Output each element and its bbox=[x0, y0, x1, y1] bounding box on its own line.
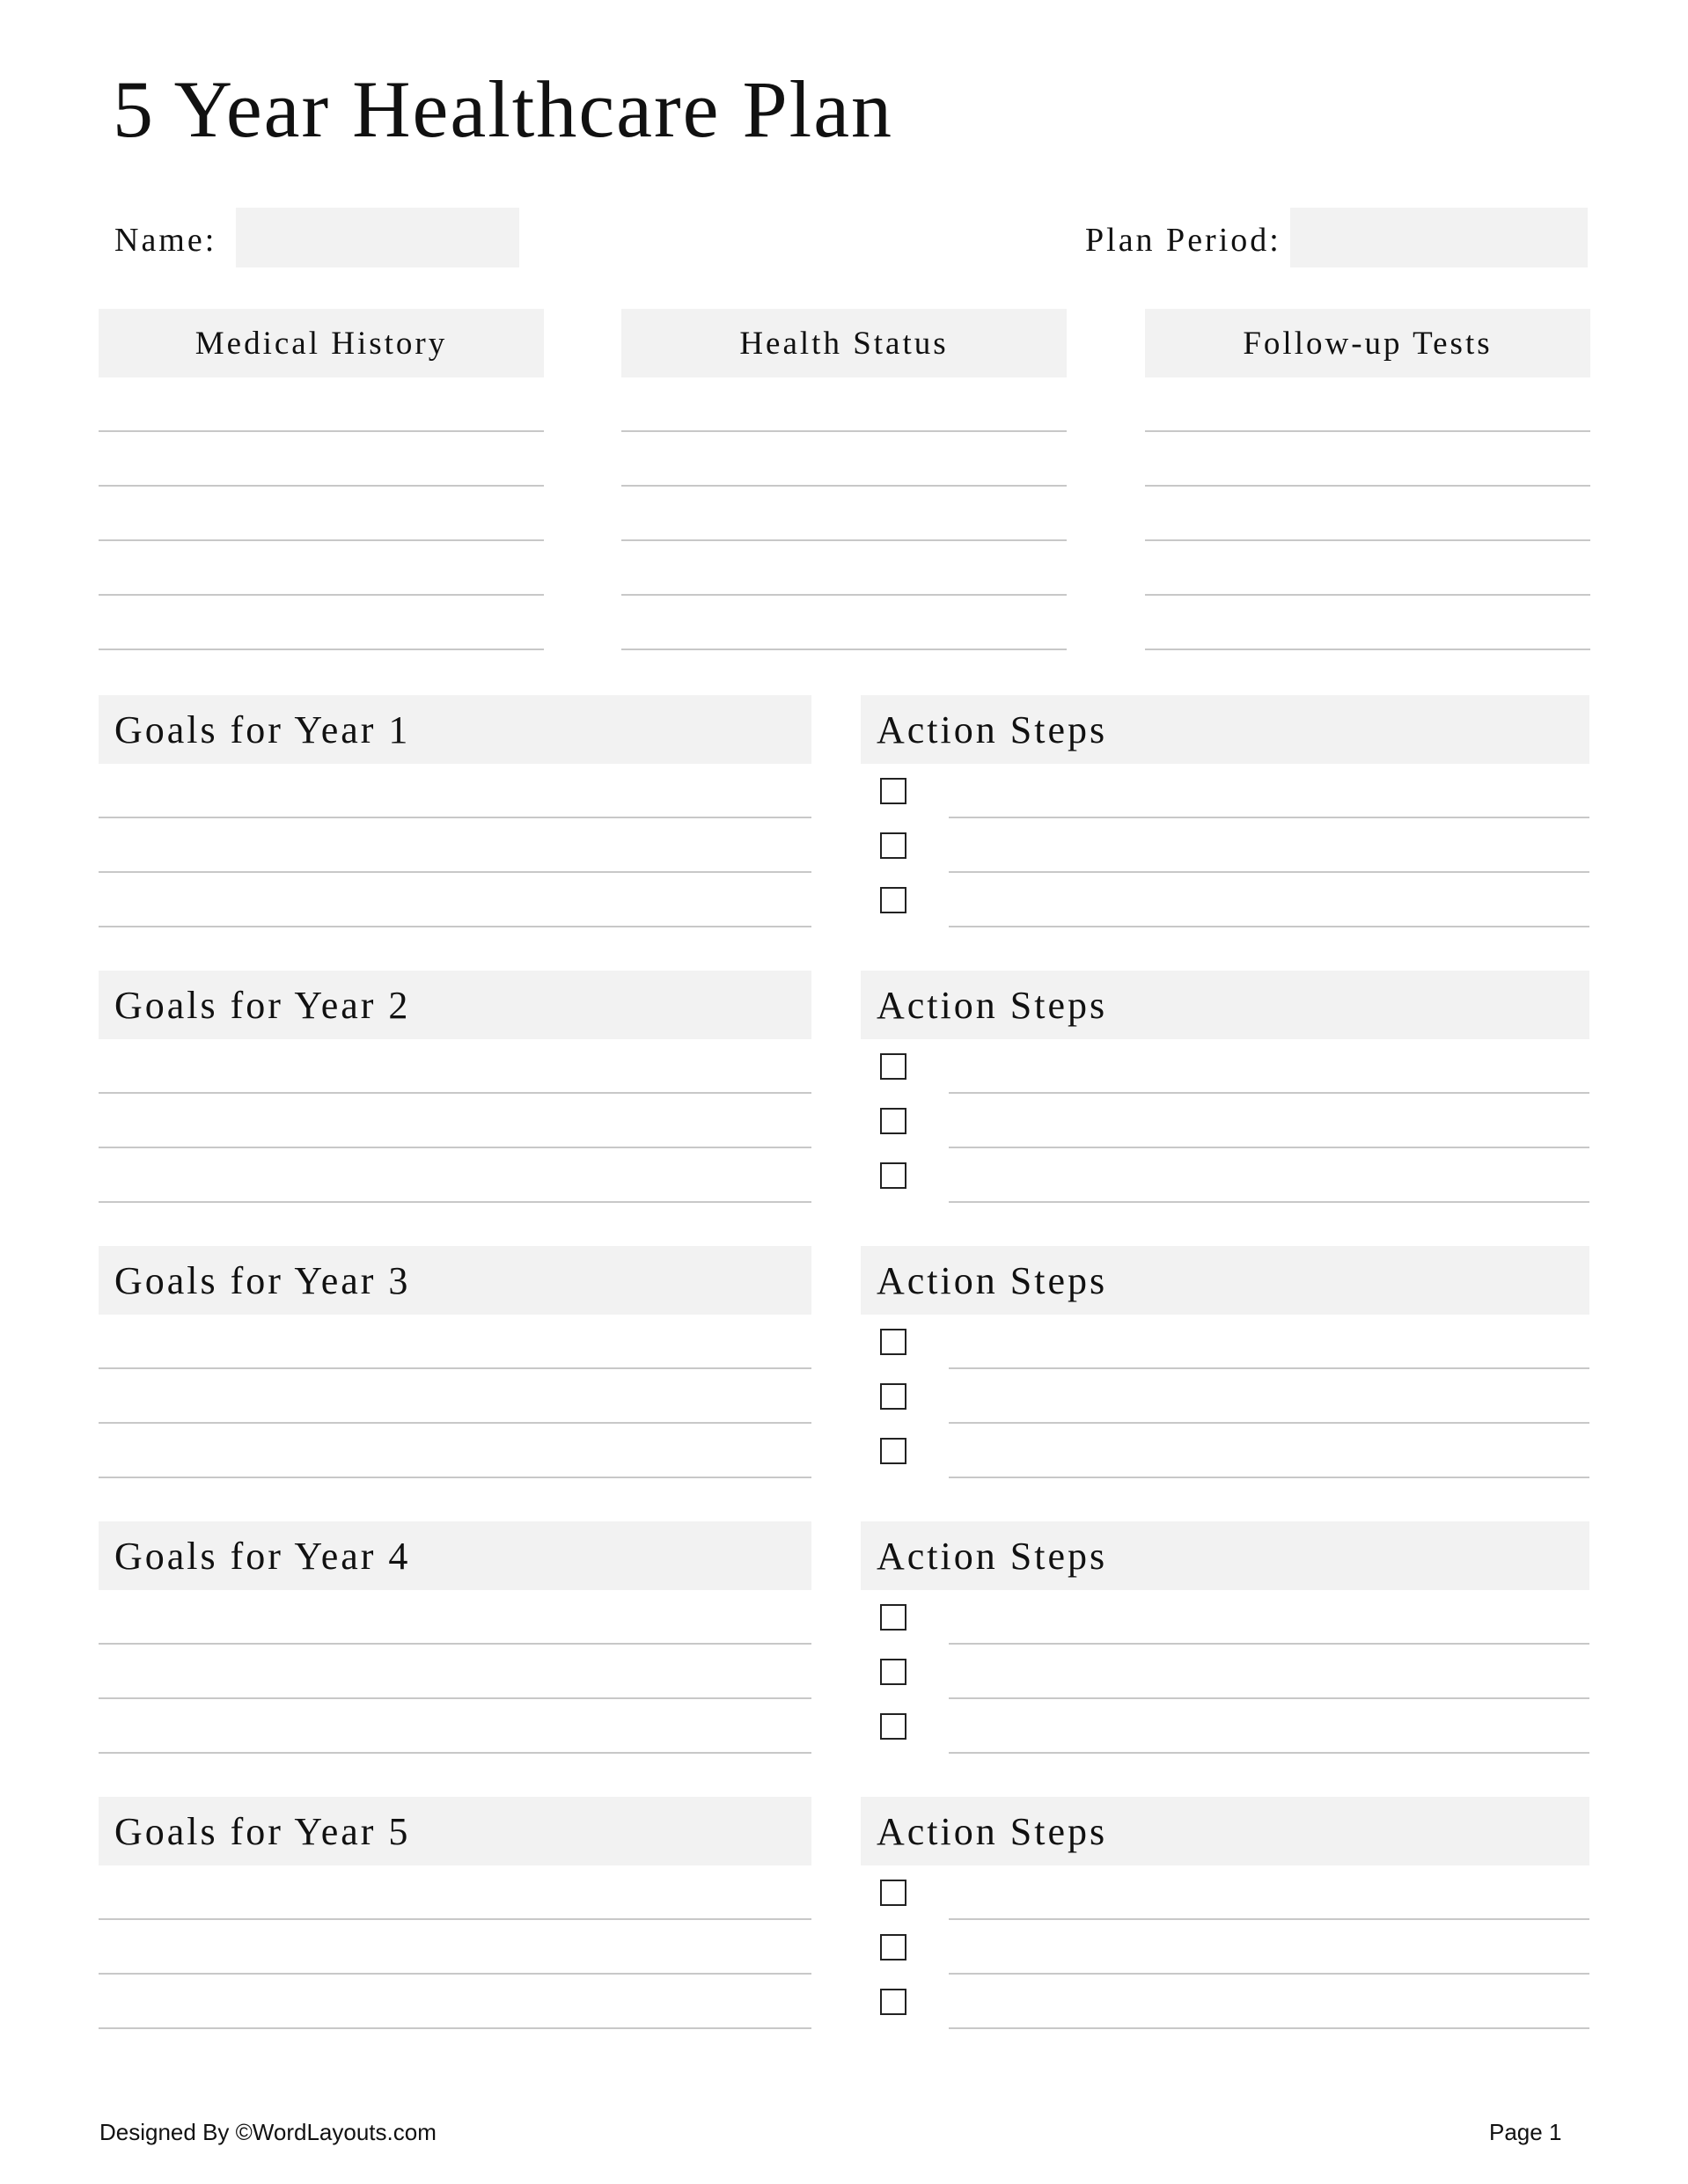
medical-history-column bbox=[99, 309, 544, 650]
checkbox[interactable] bbox=[880, 1438, 906, 1464]
action-line[interactable] bbox=[949, 1424, 1589, 1478]
year-4-section bbox=[99, 1521, 1589, 1757]
action-step-row bbox=[861, 1148, 1589, 1203]
action-steps-block bbox=[861, 1521, 1589, 1754]
action-steps-header: Action Steps bbox=[861, 1246, 1589, 1315]
action-step-row bbox=[861, 1975, 1589, 2029]
follow-up-tests-column bbox=[1145, 309, 1590, 650]
checkbox[interactable] bbox=[880, 1880, 906, 1906]
year-1-section bbox=[99, 695, 1589, 931]
plan-period-field[interactable] bbox=[1290, 208, 1588, 268]
goals-block bbox=[99, 695, 811, 927]
goal-line[interactable] bbox=[99, 1039, 811, 1094]
action-steps-block bbox=[861, 695, 1589, 927]
footer-page-number: Page 1 bbox=[1489, 2119, 1562, 2145]
action-steps-header: Action Steps bbox=[861, 971, 1589, 1039]
year-3-section bbox=[99, 1246, 1589, 1482]
page-title: 5 Year Healthcare Plan bbox=[113, 64, 894, 154]
action-step-row bbox=[861, 818, 1589, 873]
writing-line[interactable] bbox=[99, 596, 544, 650]
writing-line[interactable] bbox=[1145, 377, 1590, 432]
goals-header: Goals for Year 2 bbox=[99, 971, 811, 1039]
goal-line[interactable] bbox=[99, 1315, 811, 1369]
checkbox[interactable] bbox=[880, 1713, 906, 1740]
action-line[interactable] bbox=[949, 1590, 1589, 1645]
action-steps-block bbox=[861, 1246, 1589, 1478]
year-5-section bbox=[99, 1797, 1589, 2033]
goals-header: Goals for Year 1 bbox=[99, 695, 811, 764]
writing-line[interactable] bbox=[99, 487, 544, 541]
action-line[interactable] bbox=[949, 764, 1589, 818]
action-step-row bbox=[861, 1315, 1589, 1369]
action-line[interactable] bbox=[949, 1865, 1589, 1920]
action-steps-block bbox=[861, 971, 1589, 1203]
goal-line[interactable] bbox=[99, 1094, 811, 1148]
checkbox[interactable] bbox=[880, 1329, 906, 1355]
writing-line[interactable] bbox=[1145, 596, 1590, 650]
goal-line[interactable] bbox=[99, 1699, 811, 1754]
goal-line[interactable] bbox=[99, 1424, 811, 1478]
action-step-row bbox=[861, 1039, 1589, 1094]
action-line[interactable] bbox=[949, 1369, 1589, 1424]
goals-header: Goals for Year 4 bbox=[99, 1521, 811, 1590]
action-line[interactable] bbox=[949, 1039, 1589, 1094]
goal-line[interactable] bbox=[99, 1369, 811, 1424]
goals-block bbox=[99, 1797, 811, 2029]
action-line[interactable] bbox=[949, 1975, 1589, 2029]
goal-line[interactable] bbox=[99, 818, 811, 873]
action-line[interactable] bbox=[949, 1148, 1589, 1203]
action-step-row bbox=[861, 1094, 1589, 1148]
plan-period-label: Plan Period: bbox=[1085, 222, 1281, 259]
goals-header: Goals for Year 3 bbox=[99, 1246, 811, 1315]
checkbox[interactable] bbox=[880, 1659, 906, 1685]
writing-line[interactable] bbox=[621, 377, 1067, 432]
action-line[interactable] bbox=[949, 1699, 1589, 1754]
goal-line[interactable] bbox=[99, 764, 811, 818]
goals-block bbox=[99, 1246, 811, 1478]
checkbox[interactable] bbox=[880, 832, 906, 859]
writing-line[interactable] bbox=[621, 487, 1067, 541]
goals-block bbox=[99, 971, 811, 1203]
checkbox[interactable] bbox=[880, 1053, 906, 1080]
checkbox[interactable] bbox=[880, 778, 906, 804]
checkbox[interactable] bbox=[880, 887, 906, 913]
goal-line[interactable] bbox=[99, 1645, 811, 1699]
writing-line[interactable] bbox=[99, 432, 544, 487]
action-step-row bbox=[861, 1920, 1589, 1975]
action-step-row bbox=[861, 1699, 1589, 1754]
action-line[interactable] bbox=[949, 873, 1589, 927]
checkbox[interactable] bbox=[880, 1383, 906, 1410]
action-step-row bbox=[861, 1865, 1589, 1920]
goal-line[interactable] bbox=[99, 1975, 811, 2029]
goal-line[interactable] bbox=[99, 1865, 811, 1920]
action-steps-header: Action Steps bbox=[861, 1797, 1589, 1865]
action-step-row bbox=[861, 1590, 1589, 1645]
action-step-row bbox=[861, 1369, 1589, 1424]
action-line[interactable] bbox=[949, 1645, 1589, 1699]
name-field[interactable] bbox=[236, 208, 519, 268]
checkbox[interactable] bbox=[880, 1108, 906, 1134]
health-status-header: Health Status bbox=[621, 309, 1067, 377]
writing-line[interactable] bbox=[621, 432, 1067, 487]
year-2-section bbox=[99, 971, 1589, 1206]
writing-line[interactable] bbox=[1145, 432, 1590, 487]
action-steps-header: Action Steps bbox=[861, 1521, 1589, 1590]
medical-history-header: Medical History bbox=[99, 309, 544, 377]
checkbox[interactable] bbox=[880, 1934, 906, 1960]
goal-line[interactable] bbox=[99, 873, 811, 927]
action-step-row bbox=[861, 764, 1589, 818]
action-line[interactable] bbox=[949, 818, 1589, 873]
action-step-row bbox=[861, 1424, 1589, 1478]
footer-credit: Designed By ©WordLayouts.com bbox=[99, 2119, 437, 2145]
writing-line[interactable] bbox=[621, 596, 1067, 650]
writing-line[interactable] bbox=[99, 541, 544, 596]
goal-line[interactable] bbox=[99, 1920, 811, 1975]
action-steps-header: Action Steps bbox=[861, 695, 1589, 764]
goals-header: Goals for Year 5 bbox=[99, 1797, 811, 1865]
action-step-row bbox=[861, 1645, 1589, 1699]
follow-up-tests-header: Follow-up Tests bbox=[1145, 309, 1590, 377]
goal-line[interactable] bbox=[99, 1590, 811, 1645]
action-line[interactable] bbox=[949, 1920, 1589, 1975]
action-steps-block bbox=[861, 1797, 1589, 2029]
writing-line[interactable] bbox=[1145, 487, 1590, 541]
goals-block bbox=[99, 1521, 811, 1754]
action-line[interactable] bbox=[949, 1094, 1589, 1148]
checkbox[interactable] bbox=[880, 1604, 906, 1631]
action-step-row bbox=[861, 873, 1589, 927]
action-line[interactable] bbox=[949, 1315, 1589, 1369]
checkbox[interactable] bbox=[880, 1162, 906, 1189]
health-status-column bbox=[621, 309, 1067, 650]
goal-line[interactable] bbox=[99, 1148, 811, 1203]
checkbox[interactable] bbox=[880, 1989, 906, 2015]
name-label: Name: bbox=[114, 222, 217, 259]
writing-line[interactable] bbox=[1145, 541, 1590, 596]
writing-line[interactable] bbox=[99, 377, 544, 432]
writing-line[interactable] bbox=[621, 541, 1067, 596]
